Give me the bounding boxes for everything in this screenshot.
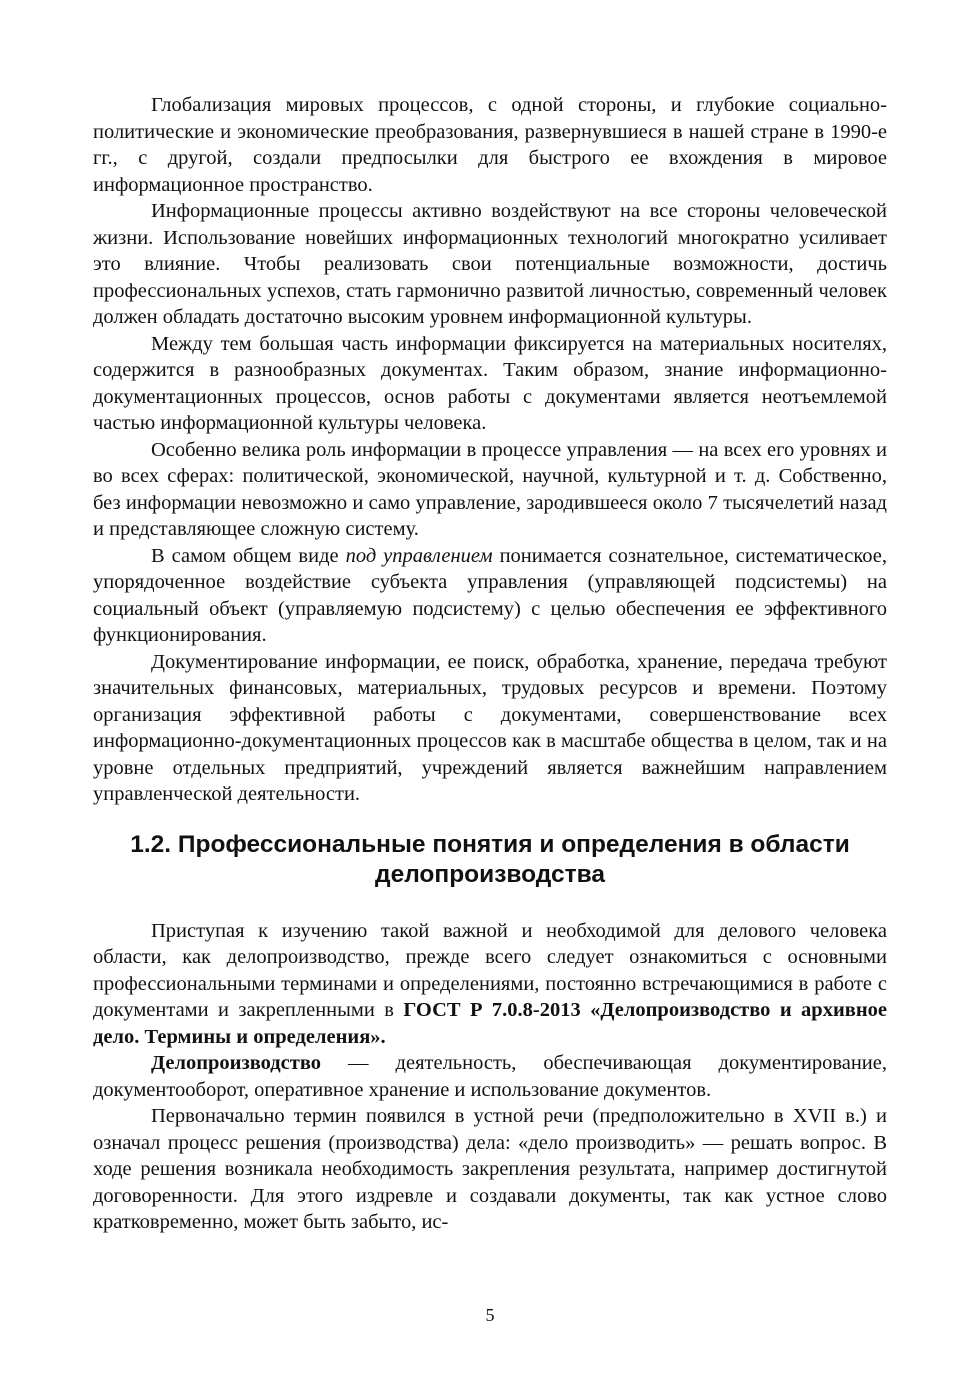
- paragraph-management-role: Особенно велика роль информации в процессе управления — на всех его уровнях и во всех сферах: политической, экономической, научной, культурной и т. д. Собственно, без информации невозможно и само управление, зародившееся около 7 тысячелетий назад и представляющее сложную систему.: [93, 438, 887, 540]
- section-heading-line-2: делопроизводства: [375, 860, 605, 888]
- paragraph-globalization: Глобализация мировых процессов, с одной стороны, и глубокие социально-политические и экономические преобразования, развернувшиеся в нашей стране в 1990-е гг., с другой, создали предпосылки для быстрого ее вхождения в мировое информационное пространство.: [93, 94, 887, 196]
- italic-term: под управлением: [345, 544, 493, 567]
- document-page: [93, 92, 887, 1236]
- paragraph-material-carriers: Между тем большая часть информации фиксируется на материальных носителях, содержится в разнообразных документах. Таким образом, знание информационно-документационных процессов, основ работы с документами является неотъемлемой частью информационной культуры человека.: [93, 332, 887, 434]
- paragraph-information-processes: Информационные процессы активно воздействуют на все стороны человеческой жизни. Использование новейших информационных технологий многократно усиливает это влияние. Чтобы реализовать свои потенциальные возможности, достичь профессиональных успехов, стать гармонично развитой личностью, современный человек должен обладать достаточно высоким уровнем информационной культуры.: [93, 200, 887, 328]
- gost-reference: ГОСТ Р 7.0.8-2013 «Делопроизводство и архивное дело. Термины и определения».: [93, 999, 887, 1048]
- paragraph-term-history: Первоначально термин появился в устной речи (предположительно в XVII в.) и означал процесс решения (производства) дела: «дело производить» — решать вопрос. В ходе решения возникала необходимость закрепления результата, например достигнутой договоренности. Для этого издревле и создавали документы, так как устное слово кратковременно, может быть забыто, ис-: [93, 1105, 887, 1233]
- paragraph-terms-intro: [93, 918, 887, 1051]
- paragraph-management-definition: [93, 543, 887, 649]
- defined-term: Делопроизводство: [151, 1052, 322, 1074]
- section-heading: [93, 830, 887, 890]
- text-span: — деятельность, обеспечивающая документирование, документооборот, оперативное хранение и использование документов.: [93, 1052, 887, 1101]
- page-number: 5: [485, 1305, 495, 1325]
- text-span: Приступая к изучению такой важной и необходимой для делового человека области, как делопроизводство, прежде всего следует ознакомиться с основными профессиональными терминами и определениями, постоянно встречающимися в работе с документами и закрепленными в: [93, 919, 887, 1021]
- paragraph-term-definition: [93, 1050, 887, 1103]
- section-heading-line-1: 1.2. Профессиональные понятия и определения в области: [130, 830, 850, 858]
- text-span: понимается сознательное, систематическое, упорядоченное воздействие субъекта управления (управляющей подсистемы) на социальный объект (управляемую подсистему) с целью обеспечения ее эффективного функционирования.: [93, 544, 887, 646]
- paragraph-documentation-costs: Документирование информации, ее поиск, обработка, хранение, передача требуют значительных финансовых, материальных, трудовых ресурсов и времени. Поэтому организация эффективной работы с документами, совершенствование всех информационно-документационных процессов как в масштабе общества в целом, так и на уровне отдельных предприятий, учреждений является важнейшим направлением управленческой деятельности.: [93, 650, 887, 805]
- text-span: В самом общем виде: [151, 544, 346, 567]
